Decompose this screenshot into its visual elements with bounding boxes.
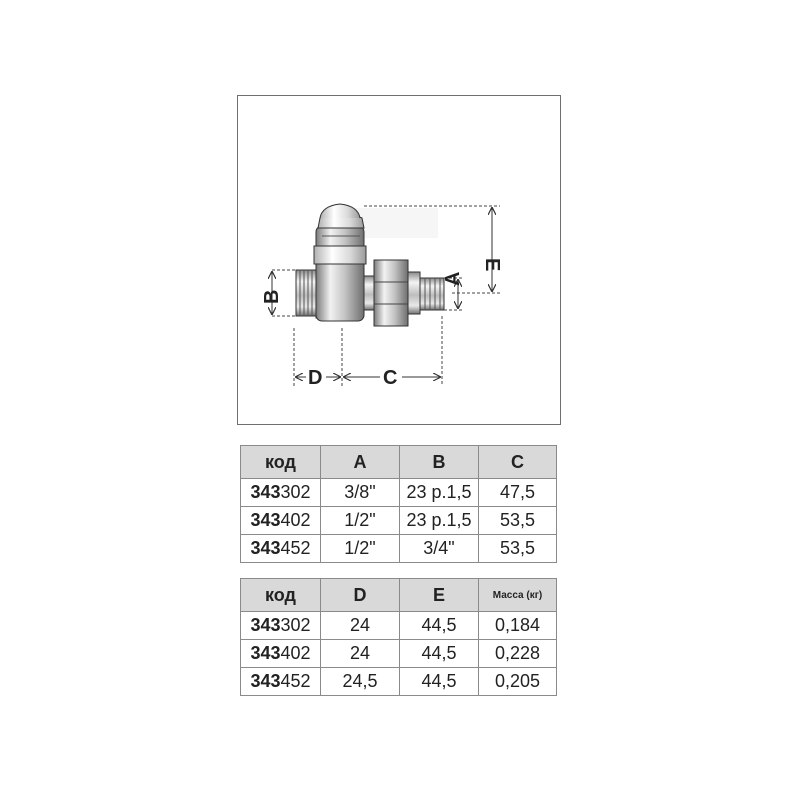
header-mass: Масса (кг) <box>479 579 557 612</box>
table-row <box>241 612 557 640</box>
header-B: B <box>400 446 479 479</box>
cell-mass: 0,184 <box>479 612 557 640</box>
header-code: код <box>241 579 321 612</box>
table-row <box>241 507 557 535</box>
table-header-row <box>241 446 557 479</box>
cell-A: 3/8" <box>321 479 400 507</box>
dimensions-table-2 <box>240 578 557 696</box>
header-E: E <box>400 579 479 612</box>
table-row <box>241 479 557 507</box>
dim-label-C: C <box>383 367 398 389</box>
table-row <box>241 535 557 563</box>
dim-label-E: E <box>481 258 503 272</box>
cell-C: 47,5 <box>479 479 557 507</box>
cell-B: 23 p.1,5 <box>400 479 479 507</box>
cell-C: 53,5 <box>479 535 557 563</box>
cell-D: 24 <box>321 640 400 668</box>
dimensions-table-1 <box>240 445 557 563</box>
header-code: код <box>241 446 321 479</box>
valve-diagram-frame <box>237 95 561 425</box>
cell-code: 343402 <box>241 507 321 535</box>
header-C: C <box>479 446 557 479</box>
header-D: D <box>321 579 400 612</box>
dim-label-D: D <box>308 367 323 389</box>
cell-E: 44,5 <box>400 612 479 640</box>
table-row <box>241 640 557 668</box>
cell-A: 1/2" <box>321 535 400 563</box>
cell-D: 24 <box>321 612 400 640</box>
cell-code: 343302 <box>241 479 321 507</box>
cell-D: 24,5 <box>321 668 400 696</box>
dim-label-B: B <box>261 289 283 304</box>
cell-B: 3/4" <box>400 535 479 563</box>
cell-code: 343302 <box>241 612 321 640</box>
cell-E: 44,5 <box>400 640 479 668</box>
valve-body <box>314 226 366 321</box>
cell-code: 343402 <box>241 640 321 668</box>
right-thread <box>420 278 444 310</box>
table-row <box>241 668 557 696</box>
cell-mass: 0,228 <box>479 640 557 668</box>
cell-code: 343452 <box>241 668 321 696</box>
dimension-A <box>442 272 464 310</box>
cell-C: 53,5 <box>479 507 557 535</box>
cell-A: 1/2" <box>321 507 400 535</box>
dimension-B <box>261 270 296 316</box>
cell-E: 44,5 <box>400 668 479 696</box>
cell-mass: 0,205 <box>479 668 557 696</box>
cell-B: 23 p.1,5 <box>400 507 479 535</box>
dim-label-A: A <box>442 271 464 286</box>
coupling-nut <box>364 260 420 326</box>
table-header-row <box>241 579 557 612</box>
valve-drawing <box>238 96 562 426</box>
header-A: A <box>321 446 400 479</box>
cell-code: 343452 <box>241 535 321 563</box>
dimension-D-C <box>294 316 442 389</box>
